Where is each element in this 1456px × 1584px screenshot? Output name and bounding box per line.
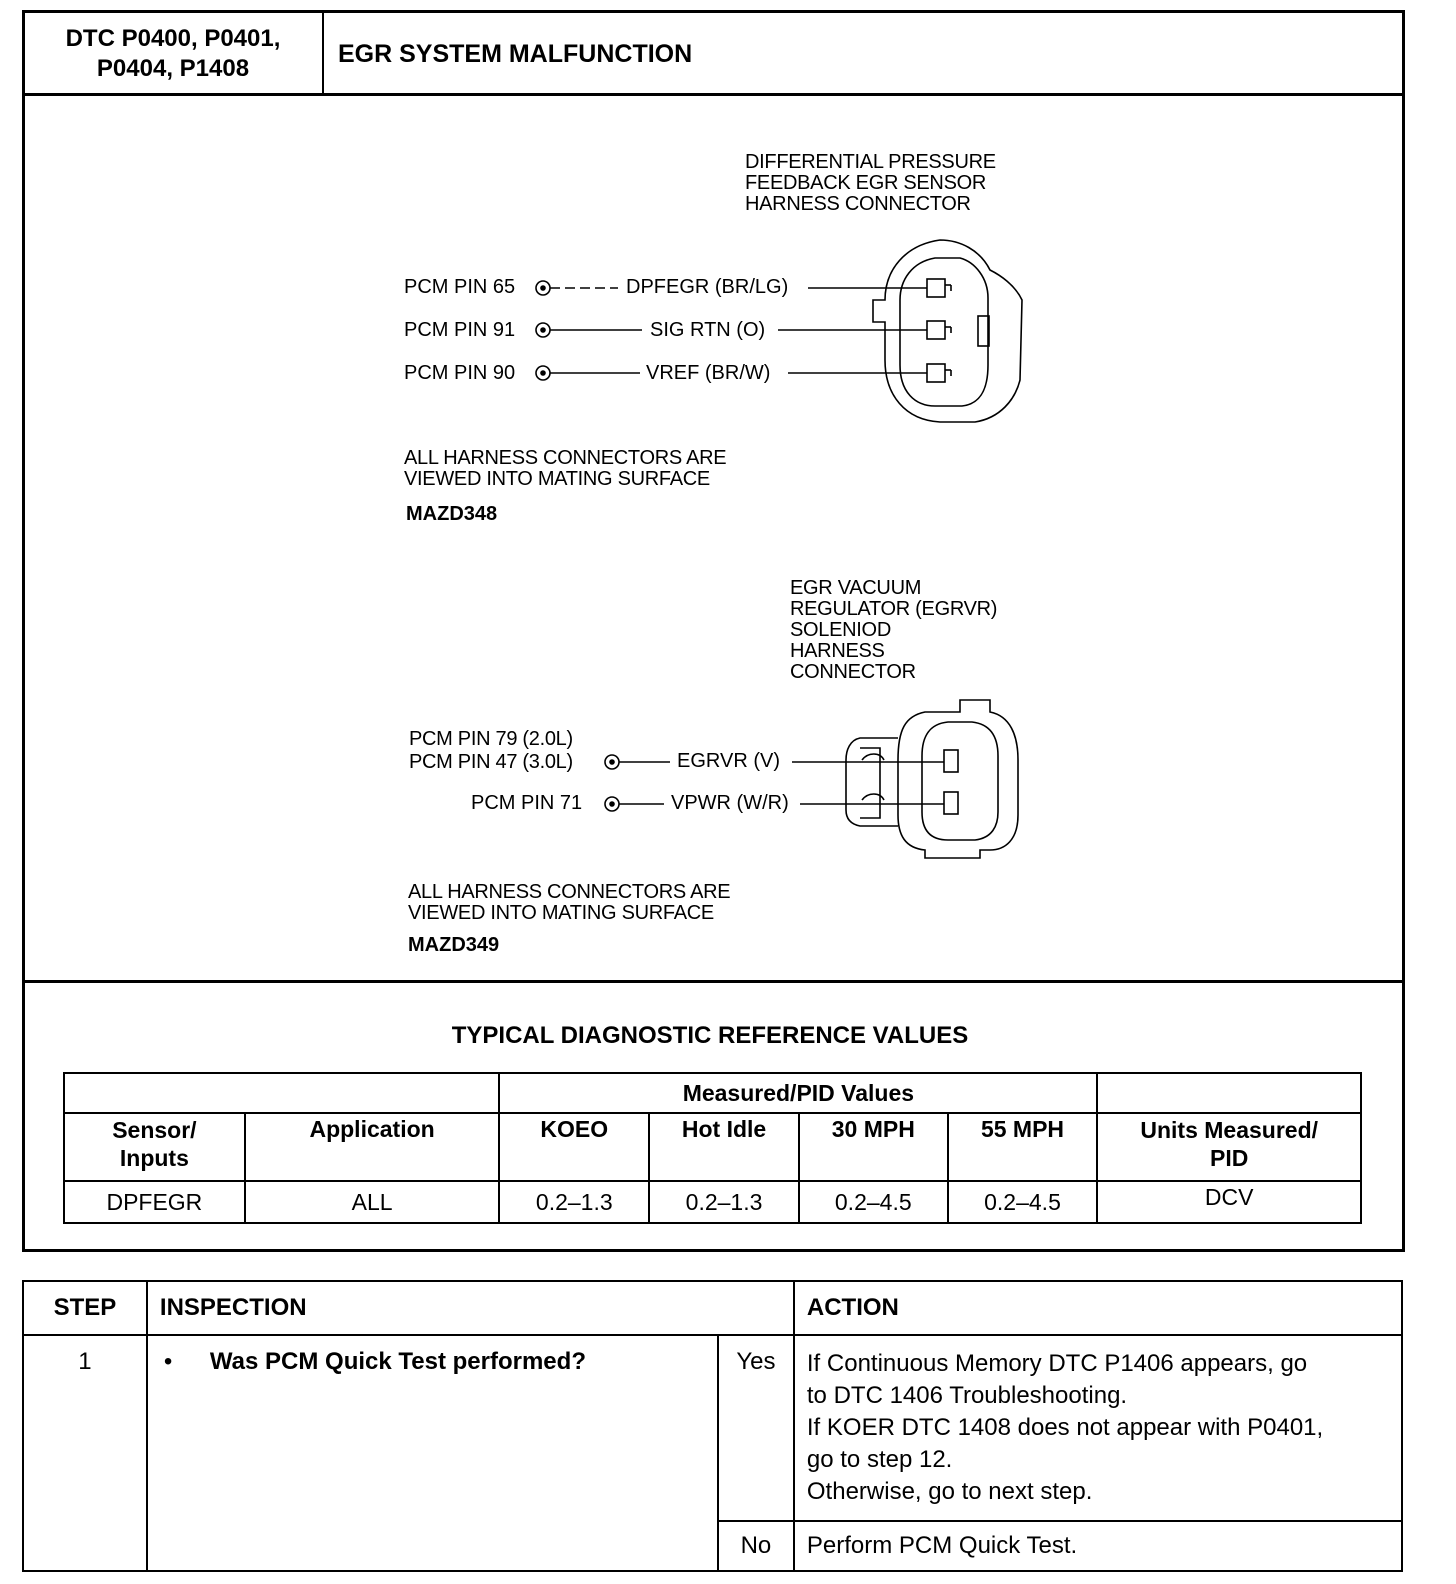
- dpfe-note: ALL HARNESS CONNECTORS ARE VIEWED INTO MATING SURFACE: [404, 447, 727, 490]
- no-label: No: [718, 1521, 794, 1571]
- col-sensor: Sensor/ Inputs: [64, 1113, 245, 1181]
- pin-90-label: PCM PIN 90: [404, 362, 516, 384]
- ref-blank-units: [1097, 1073, 1361, 1113]
- reference-table: [63, 1072, 1362, 1224]
- pin-65-label: PCM PIN 65: [404, 276, 516, 298]
- inspection-question: Was PCM Quick Test performed?: [209, 1348, 586, 1375]
- pin-79-47-label: PCM PIN 79 (2.0L) PCM PIN 47 (3.0L): [409, 728, 573, 773]
- col-inspection: INSPECTION: [147, 1281, 794, 1335]
- col-units: Units Measured/ PID: [1097, 1113, 1361, 1181]
- col-action: ACTION: [794, 1281, 1402, 1335]
- pin-71-label: PCM PIN 71: [471, 792, 583, 814]
- bullet: •: [163, 1348, 173, 1375]
- egrvr-note: ALL HARNESS CONNECTORS ARE VIEWED INTO MATING SURFACE: [408, 881, 731, 924]
- cell-application: ALL: [245, 1181, 500, 1223]
- dpfe-figure-id: MAZD348: [406, 503, 498, 525]
- dpfe-connector-label: DIFFERENTIAL PRESSURE FEEDBACK EGR SENSOR HARNESS CONNECTOR: [745, 151, 996, 215]
- ref-blank-header: [64, 1073, 499, 1113]
- reference-title: TYPICAL DIAGNOSTIC REFERENCE VALUES: [451, 1022, 969, 1049]
- pin-91-signal: SIG RTN (O): [650, 319, 766, 341]
- no-action: Perform PCM Quick Test.: [794, 1521, 1402, 1571]
- cell-hot-idle: 0.2–1.3: [649, 1181, 799, 1223]
- col-application: Application: [245, 1113, 500, 1181]
- col-koeo: KOEO: [499, 1113, 649, 1181]
- col-55mph: 55 MPH: [948, 1113, 1098, 1181]
- pin-65-signal: DPFEGR (BR/LG): [626, 276, 789, 298]
- yes-label: Yes: [718, 1335, 794, 1521]
- cell-koeo: 0.2–1.3: [499, 1181, 649, 1223]
- egrvr-signal: EGRVR (V): [677, 750, 780, 772]
- col-30mph: 30 MPH: [799, 1113, 948, 1181]
- cell-30mph: 0.2–4.5: [799, 1181, 948, 1223]
- cell-55mph: 0.2–4.5: [948, 1181, 1098, 1223]
- steps-table: [22, 1280, 1403, 1572]
- page-title: EGR SYSTEM MALFUNCTION: [338, 40, 693, 68]
- pin-91-label: PCM PIN 91: [404, 319, 516, 341]
- dtc-codes: DTC P0400, P0401, P0404, P1408: [24, 12, 324, 96]
- ref-group-header: Measured/PID Values: [499, 1073, 1097, 1113]
- step-inspection: [147, 1335, 718, 1571]
- vpwr-signal: VPWR (W/R): [671, 792, 789, 814]
- yes-action: If Continuous Memory DTC P1406 appears, go to DTC 1406 Troubleshooting. If KOER DTC 1408 does not appear with P0401, go to step 12. Otherwise, go to next step.: [794, 1335, 1402, 1521]
- cell-units: DCV: [1097, 1181, 1361, 1223]
- cell-sensor: DPFEGR: [64, 1181, 245, 1223]
- egrvr-figure-id: MAZD349: [408, 934, 500, 956]
- col-hot-idle: Hot Idle: [649, 1113, 799, 1181]
- pin-90-signal: VREF (BR/W): [646, 362, 771, 384]
- col-step: STEP: [23, 1281, 147, 1335]
- egrvr-connector-label: EGR VACUUM REGULATOR (EGRVR) SOLENIOD HARNESS CONNECTOR: [790, 577, 998, 683]
- step-number: 1: [23, 1335, 147, 1571]
